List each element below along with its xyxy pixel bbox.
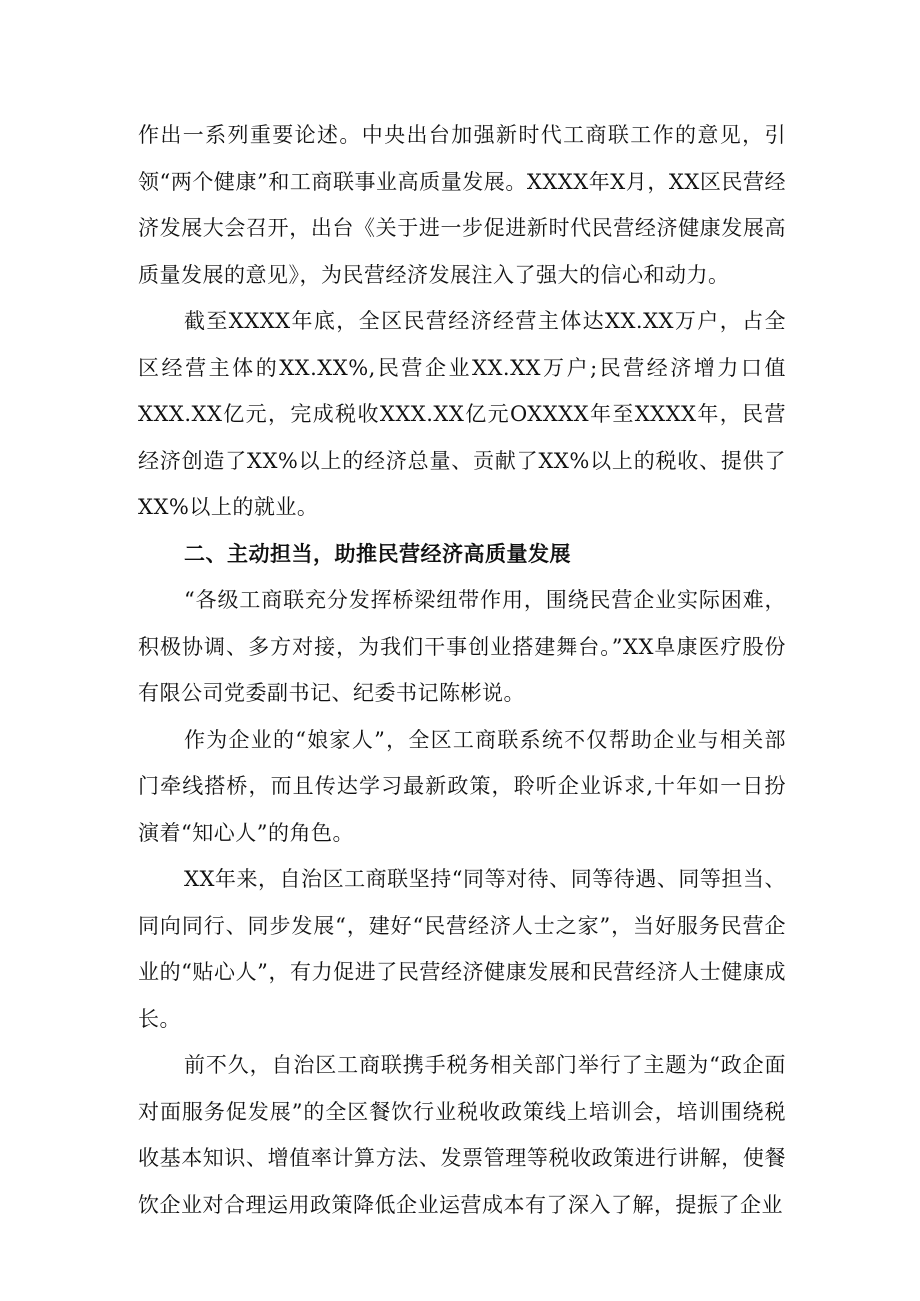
paragraph-training: 前不久，自治区工商联携手税务相关部门举行了主题为“政企面对面服务促发展”的全区餐饮行业税收政策线上培训会，培训围绕税收基本知识、增值率计算方法、发票管理等税收政策进行讲解，使餐饮企业对合理运用政策降低企业运营成本有了深入了解，提振了企业 <box>138 1053 786 1217</box>
paragraph-statistics: 截至XXXX年底，全区民营经济经营主体达XX.XX万户，占全区经营主体的XX.XX%,民营企业XX.XX万户;民营经济增力口值XXX.XX亿元，完成税收XXX.XX亿元OXXXX年至XXXX年，民营经济创造了XX%以上的经济总量、贡献了XX%以上的税收、提供了XX%以上的就业。 <box>138 309 786 519</box>
section-heading: 二、主动担当，助推民营经济高质量发展 <box>184 541 571 566</box>
paragraph-quote: “各级工商联充分发挥桥梁纽带作用，围绕民营企业实际困难，积极协调、多方对接，为我们干事创业搭建舞台。”XX阜康医疗股份有限公司党委副书记、纪委书记陈彬说。 <box>138 588 786 705</box>
paragraph-family-role: 作为企业的“娘家人”，全区工商联系统不仅帮助企业与相关部门牵线搭桥，而且传达学习最新政策，聆听企业诉求,十年如一日扮演着“知心人”的角色。 <box>138 727 786 845</box>
paragraph-principles: XX年来，自治区工商联坚持“同等对待、同等待遇、同等担当、同向同行、同步发展“，建好“民营经济人士之家”，当好服务民营企业的“贴心人”，有力促进了民营经济健康发展和民营经济人士健康成长。 <box>138 867 786 1031</box>
document-body <box>138 112 786 1228</box>
paragraph-policy-intro: 作出一系列重要论述。中央出台加强新时代工商联工作的意见，引领“两个健康”和工商联事业高质量发展。XXXX年X月，XX区民营经济发展大会召开，出台《关于进一步促进新时代民营经济健康发展高质量发展的意见》，为民营经济发展注入了强大的信心和动力。 <box>138 123 786 287</box>
